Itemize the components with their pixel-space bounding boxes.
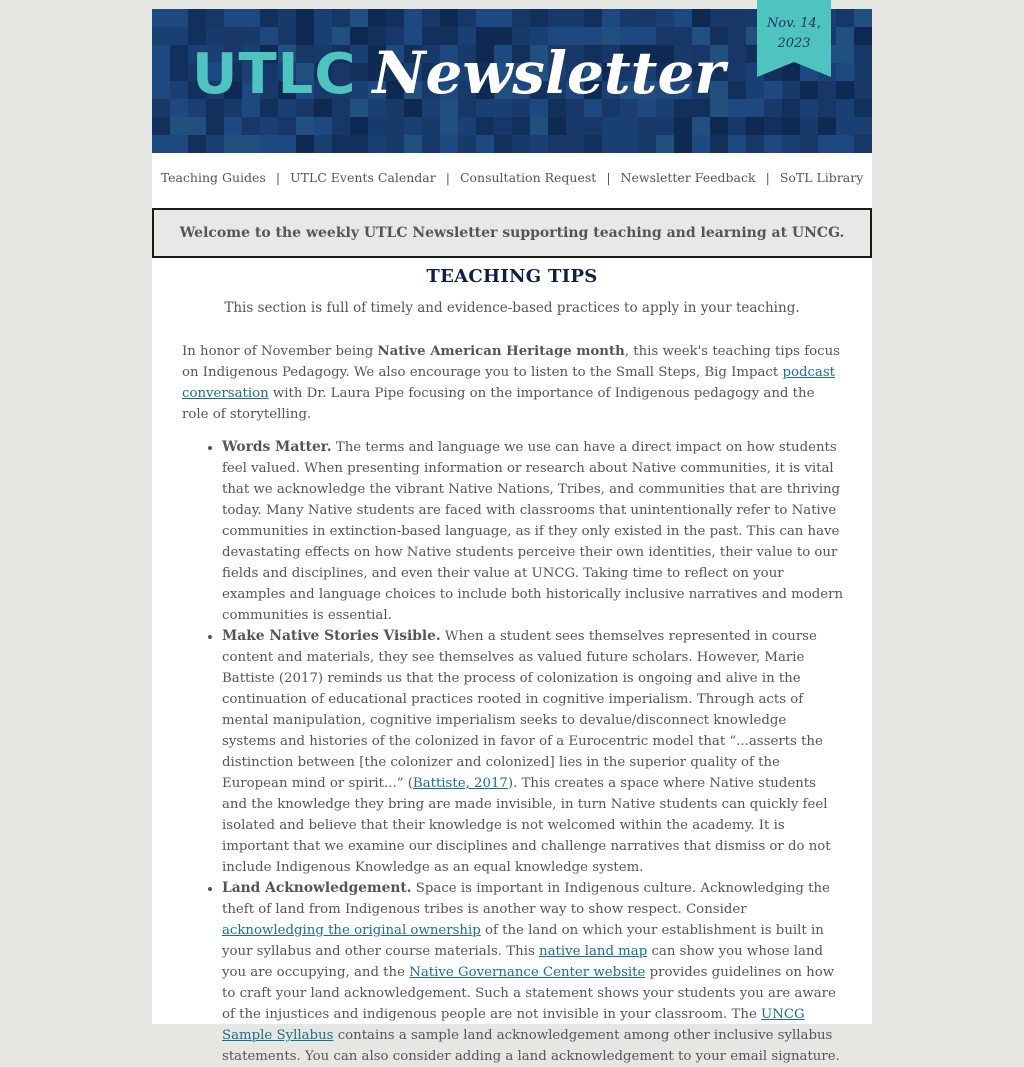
mosaic-tile — [170, 27, 188, 45]
mosaic-tile — [404, 9, 422, 27]
mosaic-tile — [854, 45, 872, 63]
mosaic-tile — [314, 9, 332, 27]
mosaic-tile — [152, 135, 170, 153]
mosaic-tile — [764, 81, 782, 99]
mosaic-tile — [152, 45, 170, 63]
issue-date — [757, 14, 831, 54]
tip-text: can show you whose land you are occupying, and the — [222, 944, 824, 980]
mosaic-tile — [620, 9, 638, 27]
native-land-map-link[interactable]: native land map — [539, 944, 648, 959]
mosaic-tile — [206, 9, 224, 27]
date-ribbon — [757, 0, 831, 77]
mosaic-tile — [854, 81, 872, 99]
mosaic-tile — [728, 81, 746, 99]
nav-separator: | — [275, 170, 281, 185]
mosaic-tile — [170, 81, 188, 99]
mosaic-tile — [818, 81, 836, 99]
mosaic-tile — [710, 9, 728, 27]
issue-date-line1: Nov. 14, — [767, 16, 821, 31]
intro-text: In honor of November being — [182, 344, 378, 359]
tip-text: Space is important in Indigenous culture. Acknowledging the theft of land from Indigenous tribes is another way to show respect. Consider — [222, 881, 830, 917]
mosaic-tile — [818, 135, 836, 153]
tip-text: provides guidelines on how to craft your land acknowledgement. Such a statement shows your students you are aware of the injustices and indigenous people are not invisible in your classroom. The — [222, 965, 836, 1022]
tip-heading: Make Native Stories Visible. — [222, 628, 441, 644]
mosaic-tile — [170, 117, 188, 135]
teaching-tips-content — [182, 341, 844, 1067]
battiste-2017-link[interactable]: Battiste, 2017 — [412, 776, 508, 791]
tip-text: of the land on which your establishment is built in your syllabus and other course materials. This — [222, 923, 824, 959]
mosaic-tile — [854, 99, 872, 117]
top-nav — [152, 170, 872, 185]
mosaic-tile — [728, 99, 746, 117]
mosaic-tile — [386, 9, 404, 27]
mosaic-tile — [764, 135, 782, 153]
mosaic-tile — [782, 99, 800, 117]
mosaic-tile — [152, 117, 170, 135]
native-governance-center-link[interactable]: Native Governance Center website — [409, 965, 646, 980]
mosaic-tile — [674, 9, 692, 27]
mosaic-tile — [188, 9, 206, 27]
mosaic-tile — [494, 9, 512, 27]
mosaic-tile — [368, 9, 386, 27]
nav-teaching-guides[interactable]: Teaching Guides — [160, 170, 266, 185]
mosaic-tile — [638, 9, 656, 27]
mosaic-tile — [728, 45, 746, 63]
tip-text: When a student sees themselves represented in course content and materials, they see themselves as valued future scholars. However, Marie Battiste (2017) reminds us that the process of colonization is ongoing and alive in the continuation of educational practices rooted in cognitive imperialism. Through acts of mental manipulation, cognitive imperialism seeks to devalue/disconnect knowledge systems and histories of the colonized in favor of a Eurocentric model that “...asserts the distinction between [the colonizer and colonized] lies in the superior quality of the European mind or spirit...” ( — [222, 629, 823, 791]
list-item — [222, 626, 844, 878]
original-ownership-link[interactable]: acknowledging the original ownership — [222, 923, 481, 938]
intro-bold: Native American Heritage month — [377, 344, 625, 359]
mosaic-tile — [242, 9, 260, 27]
intro-text: , this week's teaching tips focus on Indigenous Pedagogy. We also encourage you to listen to the Small Steps, Big Impact — [182, 344, 840, 380]
welcome-text: Welcome to the weekly UTLC Newsletter supporting teaching and learning at UNCG. — [179, 225, 845, 241]
mosaic-tile — [656, 9, 674, 27]
mosaic-tile — [836, 99, 854, 117]
mosaic-tile — [746, 81, 764, 99]
list-item — [222, 437, 844, 626]
mosaic-tile — [836, 135, 854, 153]
mosaic-tile — [296, 9, 314, 27]
mosaic-tile — [350, 9, 368, 27]
mosaic-tile — [854, 63, 872, 81]
section-title: TEACHING TIPS — [426, 266, 598, 287]
mosaic-tile — [818, 117, 836, 135]
mosaic-tile — [800, 117, 818, 135]
tip-text: ). This creates a space where Native students and the knowledge they bring are made invisible, in turn Native students can quickly feel isolated and believe that their knowledge is not welcomed within the academy. It is important that we examine our disciplines and challenge narratives that dismiss or do not include Indigenous Knowledge as an equal knowledge system. — [222, 776, 831, 875]
mosaic-tile — [152, 99, 170, 117]
mosaic-tile — [800, 135, 818, 153]
mosaic-tile — [728, 27, 746, 45]
intro-text: with Dr. Laura Pipe focusing on the importance of Indigenous pedagogy and the role of storytelling. — [182, 386, 815, 422]
tips-list — [182, 437, 844, 1067]
mosaic-tile — [530, 9, 548, 27]
mosaic-tile — [548, 9, 566, 27]
mosaic-tile — [692, 9, 710, 27]
tip-heading: Land Acknowledgement. — [222, 880, 412, 896]
mosaic-tile — [746, 135, 764, 153]
mosaic-tile — [854, 135, 872, 153]
nav-sotl-library[interactable]: SoTL Library — [779, 170, 864, 185]
nav-separator: | — [445, 170, 450, 185]
mosaic-tile — [836, 81, 854, 99]
mosaic-tile — [728, 117, 746, 135]
mosaic-tile — [170, 45, 188, 63]
mosaic-tile — [152, 9, 170, 27]
mosaic-tile — [746, 117, 764, 135]
mosaic-tile — [782, 135, 800, 153]
mosaic-tile — [728, 9, 746, 27]
nav-newsletter-feedback[interactable]: Newsletter Feedback — [620, 170, 756, 185]
section-subtitle: This section is full of timely and evidence-based practices to apply in your teaching. — [224, 300, 800, 316]
banner-title-utlc: UTLC — [192, 42, 357, 107]
mosaic-tile — [836, 27, 854, 45]
mosaic-tile — [728, 135, 746, 153]
mosaic-tile — [800, 99, 818, 117]
mosaic-tile — [512, 9, 530, 27]
mosaic-tile — [170, 135, 188, 153]
nav-events-calendar[interactable]: UTLC Events Calendar — [290, 170, 436, 185]
mosaic-tile — [440, 9, 458, 27]
mosaic-tile — [800, 81, 818, 99]
podcast-conversation-link[interactable]: podcast conversation — [182, 365, 836, 401]
banner-title-newsletter: Newsletter — [372, 39, 725, 107]
mosaic-tile — [170, 63, 188, 81]
mosaic-tile — [170, 9, 188, 27]
mosaic-tile — [584, 9, 602, 27]
mosaic-tile — [764, 117, 782, 135]
nav-consultation-request[interactable]: Consultation Request — [459, 170, 597, 185]
mosaic-tile — [152, 27, 170, 45]
mosaic-tile — [476, 9, 494, 27]
mosaic-tile — [854, 117, 872, 135]
mosaic-tile — [782, 81, 800, 99]
issue-date-line2: 2023 — [777, 36, 811, 51]
mosaic-tile — [152, 81, 170, 99]
intro-paragraph — [182, 341, 844, 425]
mosaic-tile — [224, 9, 242, 27]
mosaic-tile — [854, 9, 872, 27]
welcome-box — [152, 208, 872, 258]
mosaic-tile — [170, 99, 188, 117]
mosaic-tile — [602, 9, 620, 27]
mosaic-tile — [836, 45, 854, 63]
tip-text: The terms and language we use can have a direct impact on how students feel valued. When presenting information or research about Native communities, it is vital that we acknowledge the vibrant Native Nations, Tribes, and communities that are thriving today. Many Native students are faced with classrooms that unintentionally refer to Native communities in extinction-based language, as if they only existed in the past. This can have devastating effects on how Native students perceive their own identities, their value to our fields and disciplines, and even their value at UNCG. Taking time to reflect on your examples and language choices to include both historically inclusive narratives and modern communities is essential. — [222, 440, 844, 623]
list-item — [222, 878, 844, 1067]
mosaic-tile — [458, 9, 476, 27]
mosaic-tile — [818, 99, 836, 117]
mosaic-tile — [746, 99, 764, 117]
tip-text: contains a sample land acknowledgement among other inclusive syllabus statements. You can also consider adding a land acknowledgement to your email signature. — [222, 1028, 840, 1064]
mosaic-tile — [836, 9, 854, 27]
mosaic-tile — [782, 117, 800, 135]
mosaic-tile — [854, 27, 872, 45]
newsletter-page — [152, 0, 872, 1064]
tip-heading: Words Matter. — [222, 439, 332, 455]
banner-title — [192, 39, 725, 139]
mosaic-tile — [836, 117, 854, 135]
mosaic-tile — [278, 9, 296, 27]
nav-separator: | — [765, 170, 770, 185]
mosaic-tile — [260, 9, 278, 27]
mosaic-tile — [764, 99, 782, 117]
nav-separator: | — [606, 170, 611, 185]
mosaic-tile — [836, 63, 854, 81]
mosaic-tile — [728, 63, 746, 81]
uncg-sample-syllabus-link[interactable]: UNCG Sample Syllabus — [222, 1007, 805, 1043]
mosaic-tile — [152, 63, 170, 81]
mosaic-tile — [566, 9, 584, 27]
mosaic-tile — [422, 9, 440, 27]
mosaic-tile — [332, 9, 350, 27]
